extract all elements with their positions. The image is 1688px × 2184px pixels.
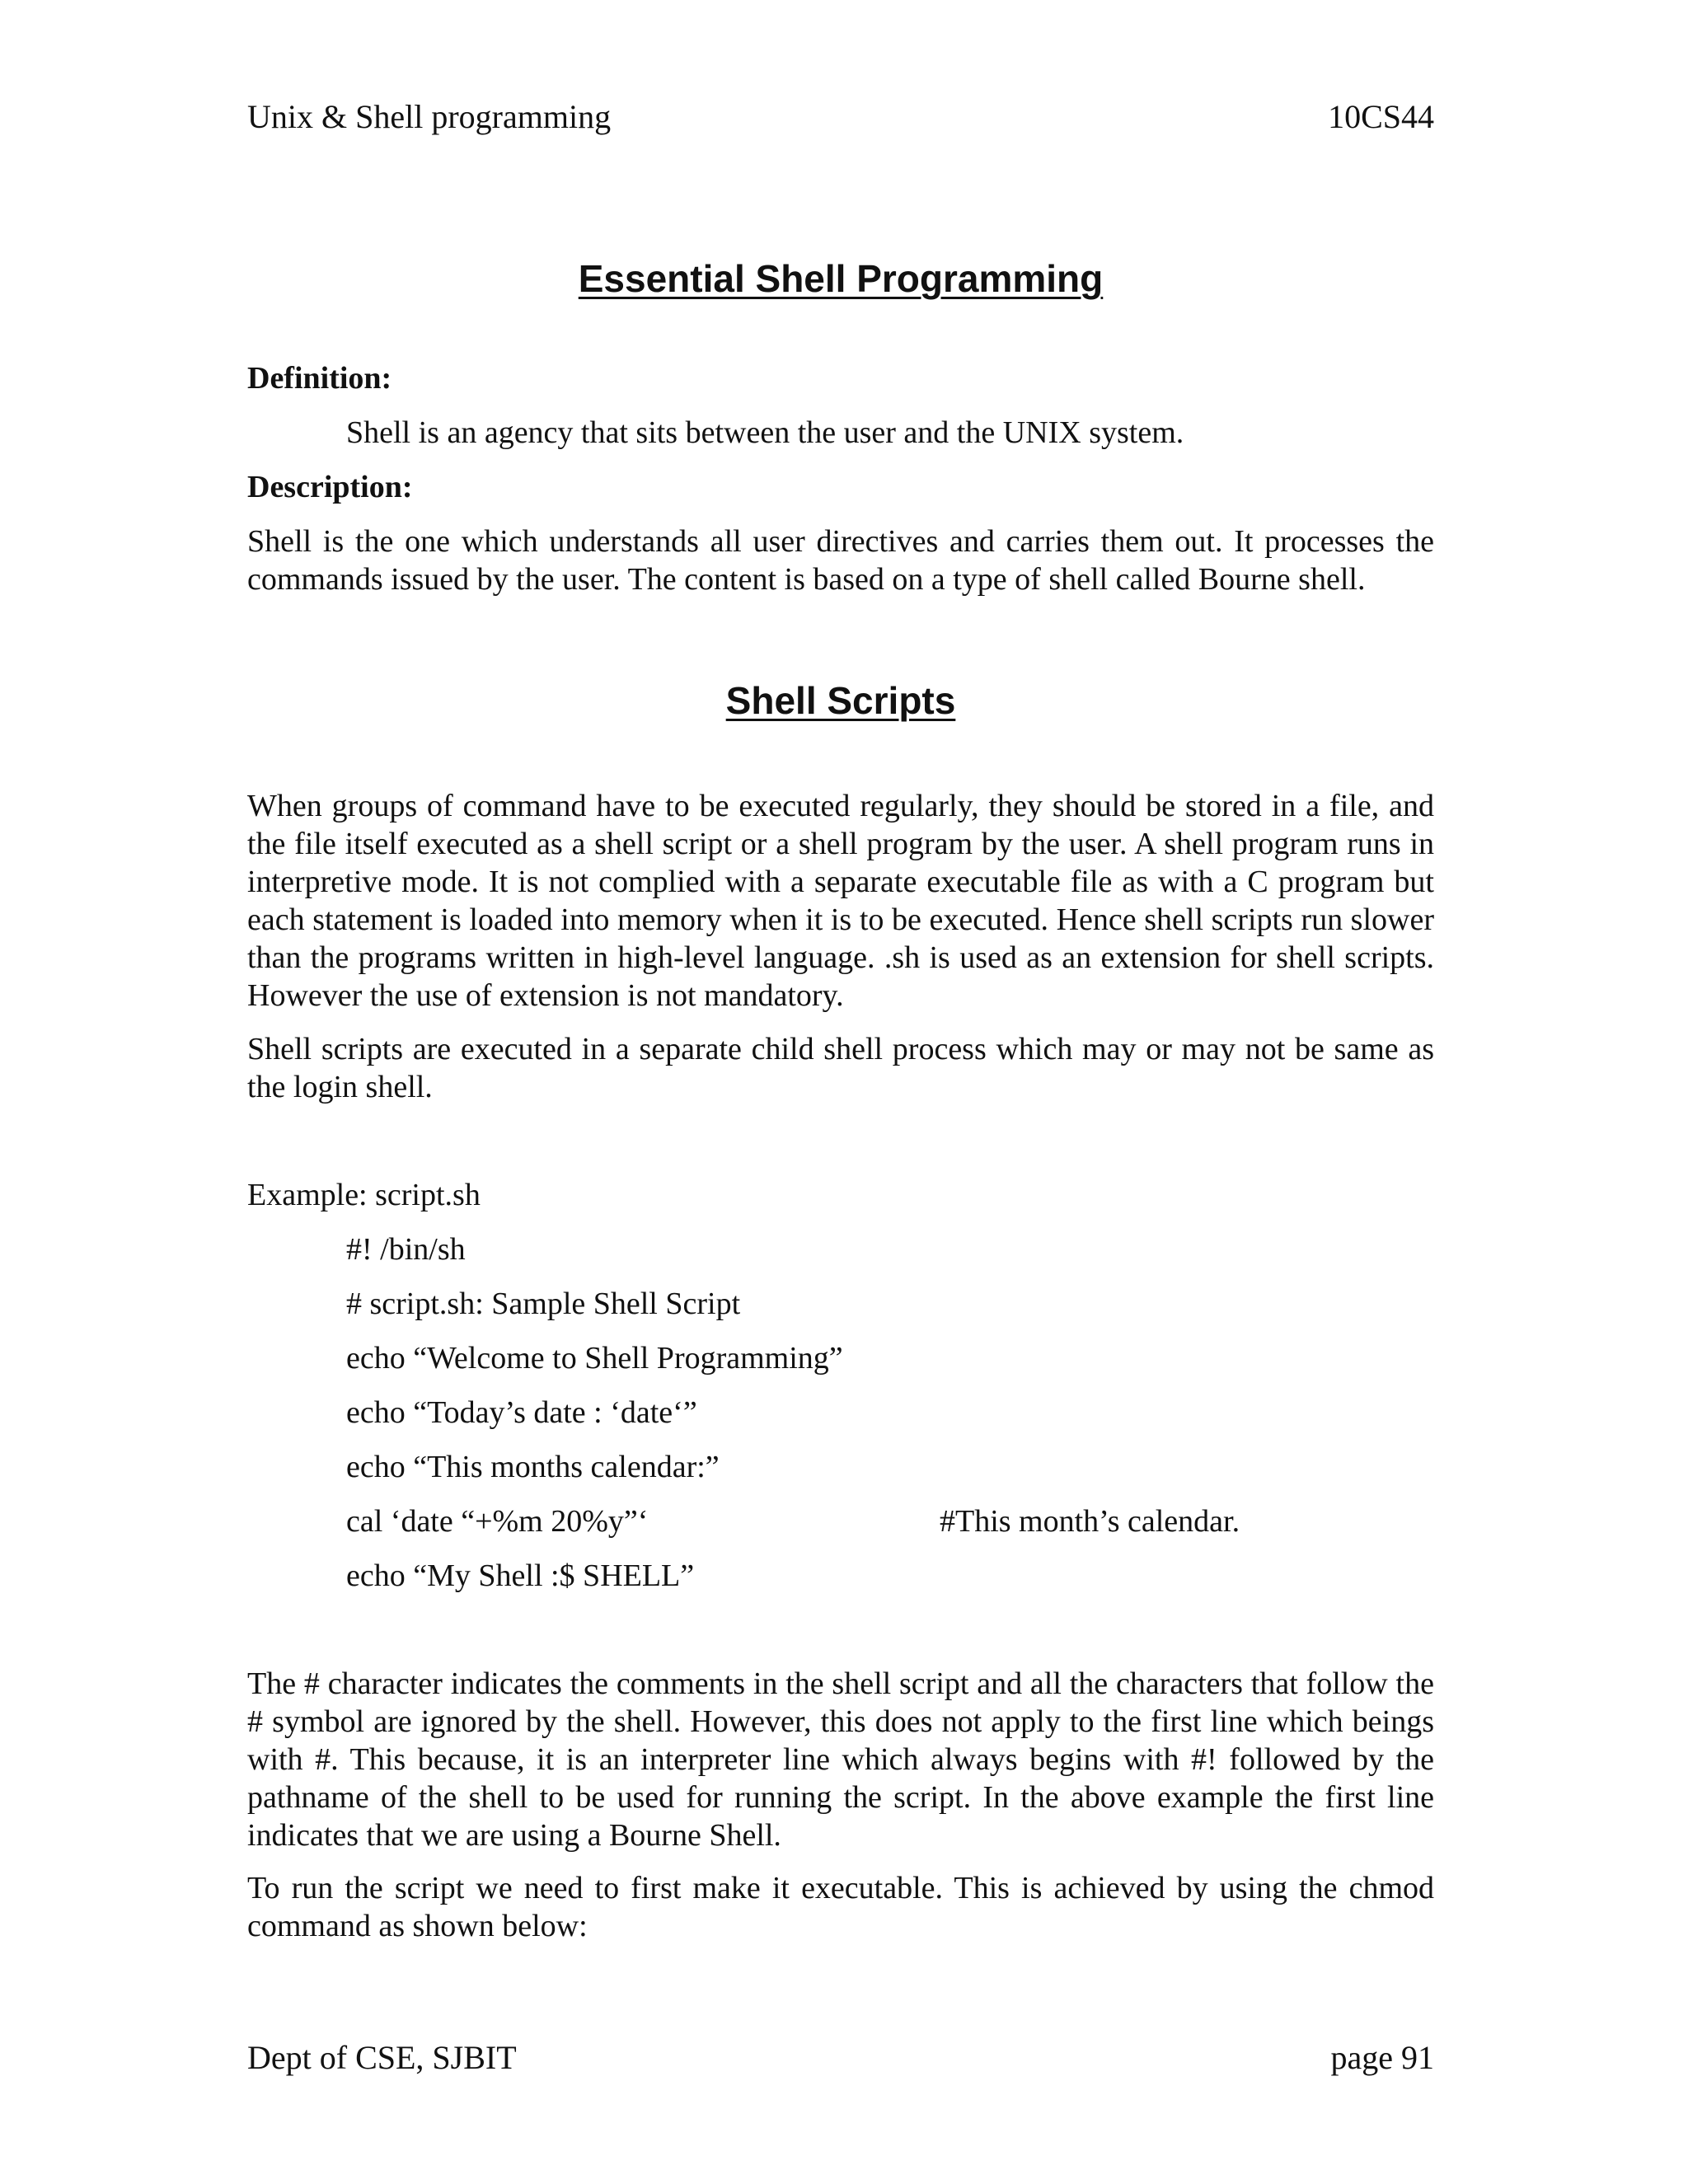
- page-footer: [247, 2038, 1434, 2078]
- code-line-7: echo “My Shell :$ SHELL”: [346, 1558, 695, 1593]
- footer-department: Dept of CSE, SJBIT: [247, 2039, 517, 2076]
- code-line-3: echo “Welcome to Shell Programming”: [346, 1341, 843, 1376]
- code-line-4: echo “Today’s date : ‘date‘”: [346, 1395, 697, 1430]
- description-paragraph: Shell is the one which understands all user directives and carries them out. It processes the commands issued by the user. The content is based on a type of shell called Bourne shell.: [247, 524, 1434, 597]
- definition-text: Shell is an agency that sits between the user and the UNIX system.: [346, 415, 1184, 450]
- code-comment: #This month’s calendar.: [940, 1504, 1240, 1539]
- page-header: [247, 97, 1434, 137]
- code-line-6: cal ‘date “+%m 20%y”‘: [346, 1504, 649, 1539]
- example-label: Example: script.sh: [247, 1178, 481, 1212]
- shell-scripts-paragraph-3: The # character indicates the comments in the shell script and all the characters that follow the # symbol are ignored by the shell. However, this does not apply to the first line which beings with #. This because, it is an interpreter line which always begins with #! followed by the pathname of the shell to be used for running the script. In the above example the first line indicates that we are using a Bourne Shell.: [247, 1666, 1434, 1853]
- code-line-2: # script.sh: Sample Shell Script: [346, 1286, 741, 1321]
- section-title-shell-scripts: Shell Scripts: [725, 679, 956, 722]
- definition-label: Definition:: [247, 361, 392, 396]
- header-course-code: 10CS44: [1328, 98, 1434, 135]
- shell-scripts-paragraph-2: Shell scripts are executed in a separate child shell process which may or may not be same as the login shell.: [247, 1032, 1434, 1104]
- header-course-title: Unix & Shell programming: [247, 98, 612, 135]
- code-line-1: #! /bin/sh: [346, 1232, 466, 1267]
- code-line-5: echo “This months calendar:”: [346, 1450, 720, 1484]
- description-label: Description:: [247, 470, 413, 504]
- shell-scripts-paragraph-1: When groups of command have to be executed regularly, they should be stored in a file, and the file itself executed as a shell script or a shell program by the user. A shell program runs in interpretive mode. It is not complied with a separate executable file as with a C program but each statement is loaded into memory when it is to be executed. Hence shell scripts run slower than the programs written in high-level language. .sh is used as an extension for shell scripts. However the use of extension is not mandatory.: [247, 789, 1434, 1013]
- shell-scripts-paragraph-4: To run the script we need to first make it executable. This is achieved by using the chmod command as shown below:: [247, 1871, 1434, 1943]
- section-title-essential-shell-programming: Essential Shell Programming: [578, 257, 1104, 300]
- footer-page-number: page 91: [1330, 2039, 1434, 2076]
